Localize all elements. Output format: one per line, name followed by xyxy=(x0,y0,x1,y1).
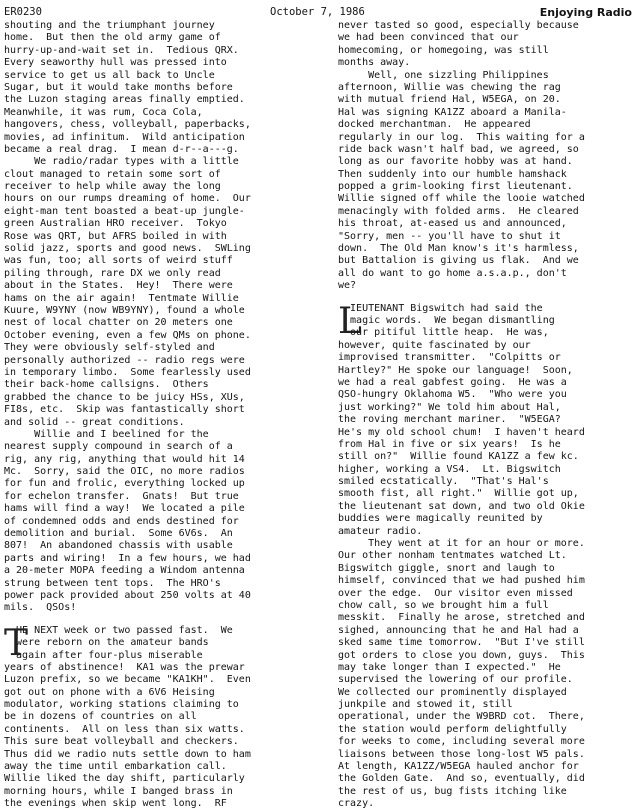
text-line: ride back wasn't half bad, we agreed, so xyxy=(338,143,579,155)
text-line: was fun, too; all sorts of weird stuff xyxy=(4,255,233,267)
text-line: from Hal in five or six years! Is he xyxy=(338,438,561,450)
text-line: At length, KA1ZZ/W5EGA hauled anchor for xyxy=(338,761,579,773)
text-line: buddies were magically reunited by xyxy=(338,513,543,525)
text-line: HE NEXT week or two passed fast. We xyxy=(4,624,233,636)
text-line: Well, one sizzling Philippines xyxy=(338,69,549,81)
text-line: amateur radio. xyxy=(338,525,423,537)
text-line: smiled ecstatically. "That's Hal's xyxy=(338,476,549,488)
text-line: the evenings when skip went long. RF xyxy=(4,798,227,810)
drop-cap: T xyxy=(4,622,29,664)
text-line: Willie signed off while the looie watched xyxy=(338,193,585,205)
text-line: receiver to help while away the long xyxy=(4,181,221,193)
text-line: They were obviously self-styled and xyxy=(4,342,215,354)
text-line: "Sorry, men -- you'll have to shut it xyxy=(338,230,561,242)
text-line: This sure beat volleyball and checkers. xyxy=(4,736,239,748)
text-line: higher, working a VS4. Lt. Bigswitch xyxy=(338,463,561,475)
text-line: sked same time tomorrow. "But I've still xyxy=(338,637,585,649)
text-line: hurry-up-and-wait set in. Tedious QRX. xyxy=(4,44,239,56)
text-line: be in dozens of countries on all xyxy=(4,711,197,723)
paragraph xyxy=(338,300,638,538)
text-line: himself, convinced that we had pushed him xyxy=(338,575,585,587)
text-line: long as our favorite hobby was at hand. xyxy=(338,156,573,168)
text-line: Hal was signing KA1ZZ aboard a Manila- xyxy=(338,106,567,118)
text-line: messkit. Finally he arose, stretched and xyxy=(338,612,585,624)
text-line: with mutual friend Hal, W5EGA, on 20. xyxy=(338,94,561,106)
text-line: They went at it for an hour or more. xyxy=(338,538,585,550)
text-line: and solid -- great conditions. xyxy=(4,416,185,428)
text-line: hangovers, chess, volleyball, paperbacks, xyxy=(4,119,251,131)
text-line: away the time until embarkation call. xyxy=(4,761,227,773)
text-line: chow call, so we brought him a full xyxy=(338,599,549,611)
text-line: morning hours, while I banged brass in xyxy=(4,785,233,797)
text-line: hams on the air again! Tentmate Willie xyxy=(4,292,239,304)
text-line: were reborn on the amateur bands xyxy=(4,637,209,649)
text-line: again after four-plus miserable xyxy=(4,649,203,661)
text-line: Sugar, but it would take months before xyxy=(4,81,233,93)
paragraph-gap xyxy=(338,293,638,303)
text-line: their back-home callsigns. Others xyxy=(4,379,209,391)
text-line: FI8s, etc. Skip was fantastically short xyxy=(4,404,245,416)
document-code: ER0230 xyxy=(4,6,42,18)
text-line: afternoon, Willie was chewing the rag xyxy=(338,81,561,93)
text-line: nearest supply compound in search of a xyxy=(4,441,233,453)
text-line: regularly in our log. This waiting for a xyxy=(338,131,585,143)
text-line: movies, ad infinitum. Wild anticipation xyxy=(4,131,245,143)
text-line: popped a grim-looking first lieutenant. xyxy=(338,181,573,193)
text-line: QSO-hungry Oklahoma W5. "Who were you xyxy=(338,389,567,401)
text-line: never tasted so good, especially because xyxy=(338,20,579,31)
text-line: liaisons between those long-lost W5 pals. xyxy=(338,748,585,760)
text-line: Hartley?" He spoke our language! Soon, xyxy=(338,364,573,376)
text-line: menacingly with folded arms. He cleared xyxy=(338,205,579,217)
text-line: a 20-meter MOPA feeding a Windom antenna xyxy=(4,565,245,577)
text-line: personally authorized -- radio regs were xyxy=(4,354,245,366)
text-line: smooth fist, all right." Willie got up, xyxy=(338,488,579,500)
text-line: Rose was QRT, but AFRS boiled in with xyxy=(4,230,227,242)
paragraph xyxy=(4,622,322,811)
text-line: down. The Old Man know's it's harmless, xyxy=(338,243,579,255)
text-line: Kuure, W9YNY (now WB9YNY), found a whole xyxy=(4,304,245,316)
text-line: supervised the lowering of our profile. xyxy=(338,674,573,686)
text-line: Bigswitch giggle, snort and laugh to xyxy=(338,562,555,574)
text-line: still on?" Willie found KA1ZZ a few kc. xyxy=(338,451,579,463)
text-line: solid jazz, sports and good news. SWLing xyxy=(4,243,251,255)
text-line: October evening, even a few QMs on phone. xyxy=(4,329,251,341)
text-line: of condemned odds and ends destined for xyxy=(4,515,239,527)
text-line: sighed, announcing that he and Hal had a xyxy=(338,624,579,636)
text-line: He's my old school chum! I haven't heard xyxy=(338,426,585,438)
text-line: Mc. Sorry, said the OIC, no more radios xyxy=(4,466,245,478)
text-line: Thus did we radio nuts settle down to ham xyxy=(4,748,251,760)
paragraph xyxy=(338,20,638,70)
text-line: We collected our prominently displayed xyxy=(338,686,567,698)
text-line: clout managed to retain some sort of xyxy=(4,168,221,180)
text-line: crazy. xyxy=(338,798,375,810)
text-line: continents. All on less than six watts. xyxy=(4,723,245,735)
text-line: Willie liked the day shift, particularly xyxy=(4,773,245,785)
text-line: we had been convinced that our xyxy=(338,32,519,44)
paragraph xyxy=(338,538,638,811)
text-line: Then suddenly into our humble hamshack xyxy=(338,168,567,180)
text-line: for fun and frolic, everything locked up xyxy=(4,478,245,490)
text-line: grabbed the chance to be juicy HSs, XUs, xyxy=(4,391,245,403)
text-line: IEUTENANT Bigswitch had said the xyxy=(338,302,543,314)
text-line: Every seaworthy hull was pressed into xyxy=(4,57,227,69)
text-line: just working?" We told him about Hal, xyxy=(338,401,561,413)
paragraph-gap xyxy=(4,615,322,625)
text-line: piling through, rare DX we only read xyxy=(4,267,221,279)
text-line: years of abstinence! KA1 was the prewar xyxy=(4,661,245,673)
text-line: the rest of us, bug fists itching like xyxy=(338,785,567,797)
paragraph xyxy=(4,156,322,429)
text-line: parts and wiring! In a few hours, we had xyxy=(4,552,251,564)
text-line: the Golden Gate. And so, eventually, did xyxy=(338,773,585,785)
text-line: We radio/radar types with a little xyxy=(4,156,239,168)
text-line: hours on our rumps dreaming of home. Our xyxy=(4,193,251,205)
text-line: 807! An abandoned chassis with usable xyxy=(4,540,233,552)
text-line: junkpile and stowed it, still xyxy=(338,699,513,711)
text-line: got out on phone with a 6V6 Heising xyxy=(4,686,215,698)
text-line: the station would perform delightfully xyxy=(338,723,567,735)
drop-cap: L xyxy=(338,300,362,342)
left-column xyxy=(4,20,322,811)
text-line: home. But then the old army game of xyxy=(4,32,221,44)
text-line: we had a real gabfest going. He was a xyxy=(338,376,567,388)
text-line: rig, any rig, anything that would hit 14 xyxy=(4,453,245,465)
text-line: months away. xyxy=(338,57,411,69)
text-line: docked merchantman. He appeared xyxy=(338,119,531,131)
text-line: in temporary limbo. Some fearlessly used xyxy=(4,366,251,378)
document-date: October 7, 1986 xyxy=(270,6,365,18)
text-line: the Luzon staging areas finally emptied. xyxy=(4,94,245,106)
paragraph xyxy=(4,20,322,156)
text-line: about in the States. Hey! There were xyxy=(4,280,233,292)
text-line: for weeks to come, including several more xyxy=(338,736,585,748)
text-line: magic words. We began dismantling xyxy=(338,314,555,326)
text-line: nest of local chatter on 20 meters one xyxy=(4,317,233,329)
text-line: became a real drag. I mean d-r--a---g. xyxy=(4,143,239,155)
text-line: demolition and burial. Some 6V6s. An xyxy=(4,528,233,540)
text-line: but Battalion is giving us flak. And we xyxy=(338,255,579,267)
text-line: our pitiful little heap. He was, xyxy=(338,327,549,339)
right-column xyxy=(338,20,638,811)
text-line: improvised transmitter. "Colpitts or xyxy=(338,352,561,364)
paragraph xyxy=(338,70,638,293)
text-line: hams will find a way! We located a pile xyxy=(4,503,245,515)
text-line: operational, under the W9BRD cot. There, xyxy=(338,711,585,723)
text-line: we? xyxy=(338,280,357,292)
text-line: service to get us all back to Uncle xyxy=(4,69,215,81)
text-line: mils. QSOs! xyxy=(4,602,77,614)
text-line: got orders to close you down, guys. This xyxy=(338,649,585,661)
text-line: Luzon prefix, so we became "KA1KH". Even xyxy=(4,674,251,686)
text-line: eight-man tent boasted a beat-up jungle- xyxy=(4,205,245,217)
paragraph xyxy=(4,429,322,615)
publication-title: Enjoying Radio xyxy=(539,6,632,19)
text-line: the lieutenant sat down, and two old Okie xyxy=(338,500,585,512)
text-line: strung between tent tops. The HRO's xyxy=(4,577,221,589)
text-line: Willie and I beelined for the xyxy=(4,428,209,440)
text-line: may take longer than I expected." He xyxy=(338,661,561,673)
text-line: the roving merchant mariner. "W5EGA? xyxy=(338,414,561,426)
text-line: shouting and the triumphant journey xyxy=(4,20,215,31)
text-line: homecoming, or homegoing, was still xyxy=(338,44,549,56)
text-line: for echelon transfer. Gnats! But true xyxy=(4,490,239,502)
text-line: modulator, working stations claiming to xyxy=(4,699,239,711)
text-line: power pack provided about 250 volts at 40 xyxy=(4,589,251,601)
text-line: over the edge. Our visitor even missed xyxy=(338,587,573,599)
text-line: his throat, at-eased us and announced, xyxy=(338,218,567,230)
text-line: Meanwhile, it was rum, Coca Cola, xyxy=(4,106,203,118)
text-line: green Australian HRO receiver. Tokyo xyxy=(4,218,227,230)
text-line: all do want to go home a.s.a.p., don't xyxy=(338,267,567,279)
text-line: however, quite fascinated by our xyxy=(338,339,531,351)
text-line: Our other nonham tentmates watched Lt. xyxy=(338,550,567,562)
